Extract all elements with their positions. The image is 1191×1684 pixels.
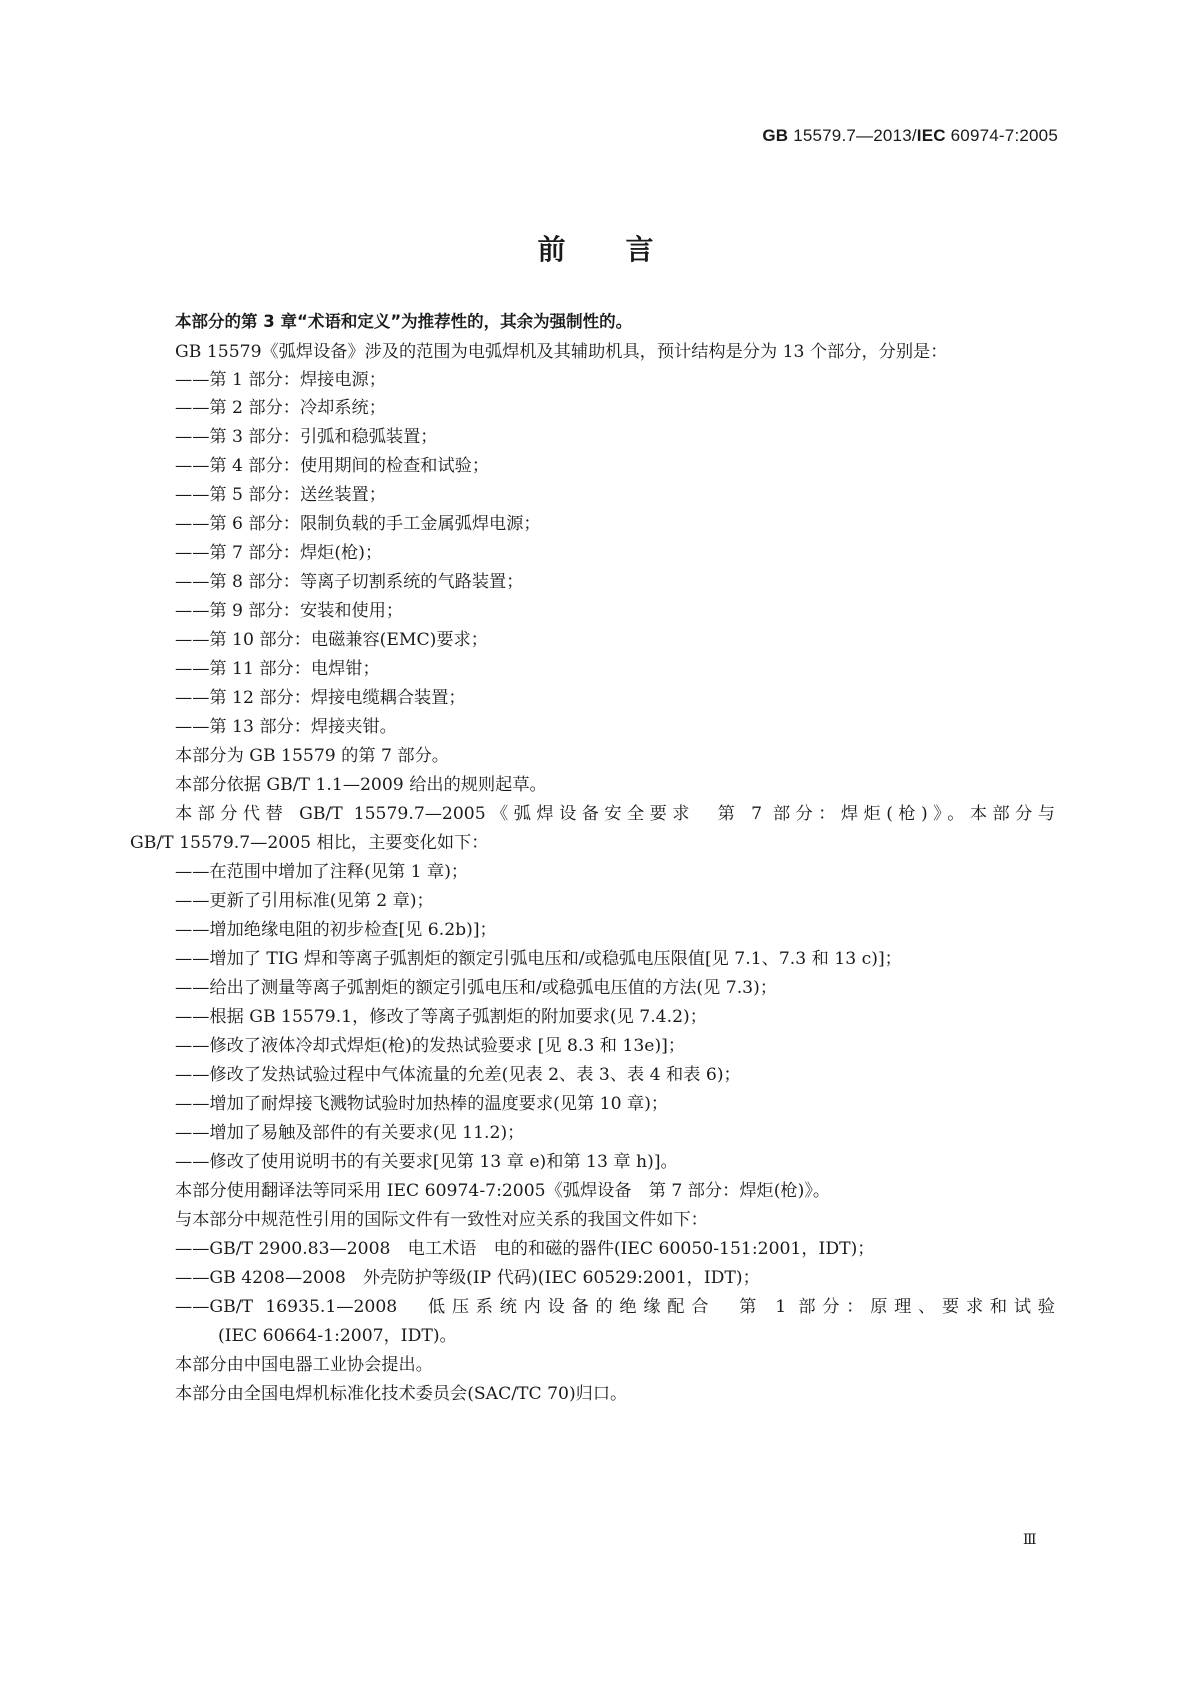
part-item: ——第 2 部分：冷却系统； <box>175 398 386 418</box>
part7-paragraph: 本部分为 GB 15579 的第 7 部分。 <box>175 746 449 766</box>
change-item: ——增加了 TIG 焊和等离子弧割炬的额定引弧电压和/或稳弧电压限值[见 7.1、7.3 和 13 c)]； <box>175 949 902 969</box>
part-item: ——第 4 部分：使用期间的检查和试验； <box>175 456 490 476</box>
page-title: 前言 <box>537 233 714 266</box>
change-item: ——增加了耐焊接飞溅物试验时加热棒的温度要求(见第 10 章)； <box>175 1094 669 1114</box>
part-item: ——第 7 部分：焊炬(枪)； <box>175 543 383 563</box>
part-item: ——第 5 部分：送丝装置； <box>175 485 386 505</box>
part-item: ——第 6 部分：限制负载的手工金属弧焊电源； <box>175 514 541 534</box>
part-item: ——第 8 部分：等离子切割系统的气路装置； <box>175 572 524 592</box>
part-item: ——第 9 部分：安装和使用； <box>175 601 404 621</box>
reference-item: ——GB/T 2900.83—2008 电工术语 电的和磁的器件(IEC 60050-151:2001，IDT)； <box>175 1239 875 1259</box>
intro-paragraph: GB 15579《弧焊设备》涉及的范围为电弧焊机及其辅助机具，预计结构是分为 13 个部分，分别是： <box>175 342 948 362</box>
reference-item: ——GB 4208—2008 外壳防护等级(IP 代码)(IEC 60529:2001，IDT)； <box>175 1268 760 1288</box>
change-item: ——给出了测量等离子弧割炬的额定引弧电压和/或稳弧电压值的方法(见 7.3)； <box>175 978 778 998</box>
change-item: ——更新了引用标准(见第 2 章)； <box>175 891 434 911</box>
part-item: ——第 13 部分：焊接夹钳。 <box>175 717 397 737</box>
change-item: ——修改了液体冷却式焊炬(枪)的发热试验要求 [见 8.3 和 13e)]； <box>175 1036 686 1056</box>
centralized-paragraph: 本部分由全国电焊机标准化技术委员会(SAC/TC 70)归口。 <box>175 1384 628 1404</box>
page-number: Ⅲ <box>1023 1532 1037 1548</box>
change-item: ——增加了易触及部件的有关要求(见 11.2)； <box>175 1123 525 1143</box>
change-item: ——修改了使用说明书的有关要求[见第 13 章 e)和第 13 章 h)]。 <box>175 1152 678 1172</box>
code-prefix: GB <box>762 126 789 145</box>
intro-bold-paragraph: 本部分的第 3 章“术语和定义”为推荐性的，其余为强制性的。 <box>175 312 633 331</box>
part-item: ——第 1 部分：焊接电源； <box>175 370 386 390</box>
change-item: ——在范围中增加了注释(见第 1 章)； <box>175 862 469 882</box>
correspondence-paragraph: 与本部分中规范性引用的国际文件有一致性对应关系的我国文件如下： <box>175 1210 708 1230</box>
change-item: ——修改了发热试验过程中气体流量的允差(见表 2、表 3、表 4 和表 6)； <box>175 1065 741 1085</box>
part-item: ——第 3 部分：引弧和稳弧装置； <box>175 427 438 447</box>
code-number: 15579.7—2013/ <box>788 126 917 145</box>
part-item: ——第 10 部分：电磁兼容(EMC)要求； <box>175 630 488 650</box>
iec-prefix: IEC <box>916 126 946 145</box>
replace-paragraph-line2: GB/T 15579.7—2005 相比，主要变化如下： <box>130 833 489 853</box>
part-item: ——第 11 部分：电焊钳； <box>175 659 380 679</box>
proposed-paragraph: 本部分由中国电器工业协会提出。 <box>175 1355 433 1375</box>
reference-item-continued: (IEC 60664-1:2007，IDT)。 <box>218 1326 457 1346</box>
part-item: ——第 12 部分：焊接电缆耦合装置； <box>175 688 466 708</box>
translate-paragraph: 本部分使用翻译法等同采用 IEC 60974-7:2005《弧焊设备 第 7 部分：焊炬(枪)》。 <box>175 1181 831 1201</box>
reference-item: ——GB/T 16935.1—2008 低压系统内设备的绝缘配合 第 1 部分：原理、要求和试验 <box>175 1297 1055 1317</box>
iec-number: 60974-7:2005 <box>945 126 1058 145</box>
change-item: ——增加绝缘电阻的初步检查[见 6.2b)]； <box>175 920 497 940</box>
change-item: ——根据 GB 15579.1，修改了等离子弧割炬的附加要求(见 7.4.2)； <box>175 1007 707 1027</box>
document-code <box>762 126 1058 146</box>
rules-paragraph: 本部分依据 GB/T 1.1—2009 给出的规则起草。 <box>175 775 547 795</box>
replace-paragraph-line1: 本部分代替 GB/T 15579.7—2005《弧焊设备安全要求 第 7 部分：焊炬(枪)》。本部分与 <box>175 804 1055 824</box>
